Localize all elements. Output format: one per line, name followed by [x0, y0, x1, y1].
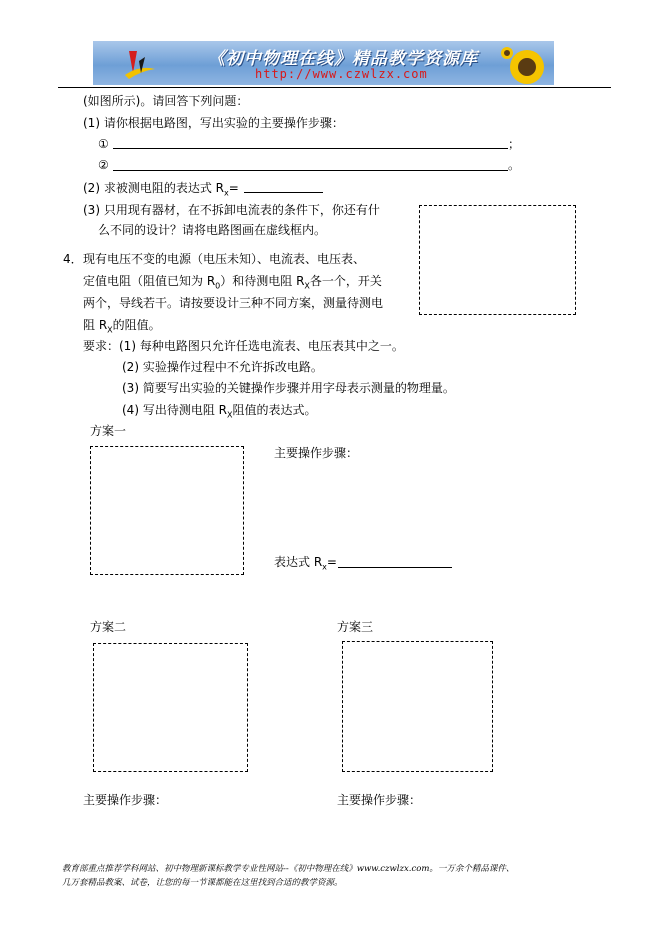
plan1-circuit-box[interactable]: [90, 446, 244, 575]
requirement-3: (3) 简要写出实验的关键操作步骤并用字母表示测量的物理量。: [122, 381, 455, 395]
footer-line2: 几万套精品教案、试卷，让您的每一节课都能在这里找到合适的教学资源。: [62, 878, 343, 888]
requirement-1: 要求：(1) 每种电路图只允许任选电流表、电压表其中之一。: [83, 339, 404, 353]
footer: [62, 862, 602, 890]
q1-step2-mark: ②: [98, 158, 109, 172]
header-banner: [93, 41, 554, 85]
q3-line1: (3) 只用现有器材，在不拆卸电流表的条件下，你还有什: [83, 203, 380, 217]
plan1-steps-label: 主要操作步骤：: [274, 446, 359, 460]
plan2-title: 方案二: [90, 620, 127, 634]
requirement-4: (4) 写出待测电阻 $R_X$阻值的表达式。: [122, 403, 317, 420]
q2-text: (2) 求被测电阻的表达式 $R_x=$: [83, 181, 239, 198]
intro-text: (如图所示)。请回答下列问题：: [83, 94, 249, 108]
plan3-title: 方案三: [337, 620, 374, 634]
requirement-2: (2) 实验操作过程中不允许拆改电路。: [122, 360, 323, 374]
q1-step2-answer-line[interactable]: [113, 170, 508, 171]
plan2-steps-label: 主要操作步骤：: [83, 793, 168, 807]
q1-step1-end: ；: [508, 137, 521, 151]
plan1-expr-label: 表达式 $R_x=$: [274, 555, 337, 572]
header-rule: [58, 87, 611, 88]
q1-label: (1) 请你根据电路图，写出实验的主要操作步骤：: [83, 116, 344, 130]
problem4-line4: 阻 $R_X$的阻值。: [83, 318, 161, 335]
sunflower-icon: [497, 41, 554, 85]
q2-answer-line[interactable]: [244, 192, 323, 193]
problem4-number: 4．: [63, 252, 83, 266]
q3-line2: 么不同的设计？请将电路图画在虚线框内。: [98, 223, 327, 237]
problem4-line3: 两个，导线若干。请按要设计三种不同方案，测量待测电: [83, 296, 384, 310]
footer-line1: 教育部重点推荐学科网站、初中物理新课标教学专业性网站--《初中物理在线》www.czwlzx.com。一万余个精品课件、: [62, 864, 515, 874]
problem4-line1: 现有电压不变的电源（电压未知）、电流表、电压表、: [83, 252, 366, 266]
plan1-expr-answer-line[interactable]: [338, 567, 452, 568]
problem4-line2: 定值电阻（阻值已知为 $R_0$）和待测电阻 $R_X$各一个，开关: [83, 274, 382, 291]
plan1-title: 方案一: [90, 424, 127, 438]
q1-step2-end: 。: [508, 158, 521, 172]
q1-step1-mark: ①: [98, 137, 109, 151]
q1-step1-answer-line[interactable]: [113, 148, 508, 149]
plan3-circuit-box[interactable]: [342, 641, 493, 772]
header-title: 《初中物理在线》精品教学资源库: [208, 49, 478, 69]
plan2-circuit-box[interactable]: [93, 643, 248, 772]
plan3-steps-label: 主要操作步骤：: [337, 793, 422, 807]
logo-icon: [121, 47, 157, 81]
q3-circuit-box[interactable]: [419, 205, 576, 315]
header-url[interactable]: http://www.czwlzx.com: [255, 67, 428, 81]
